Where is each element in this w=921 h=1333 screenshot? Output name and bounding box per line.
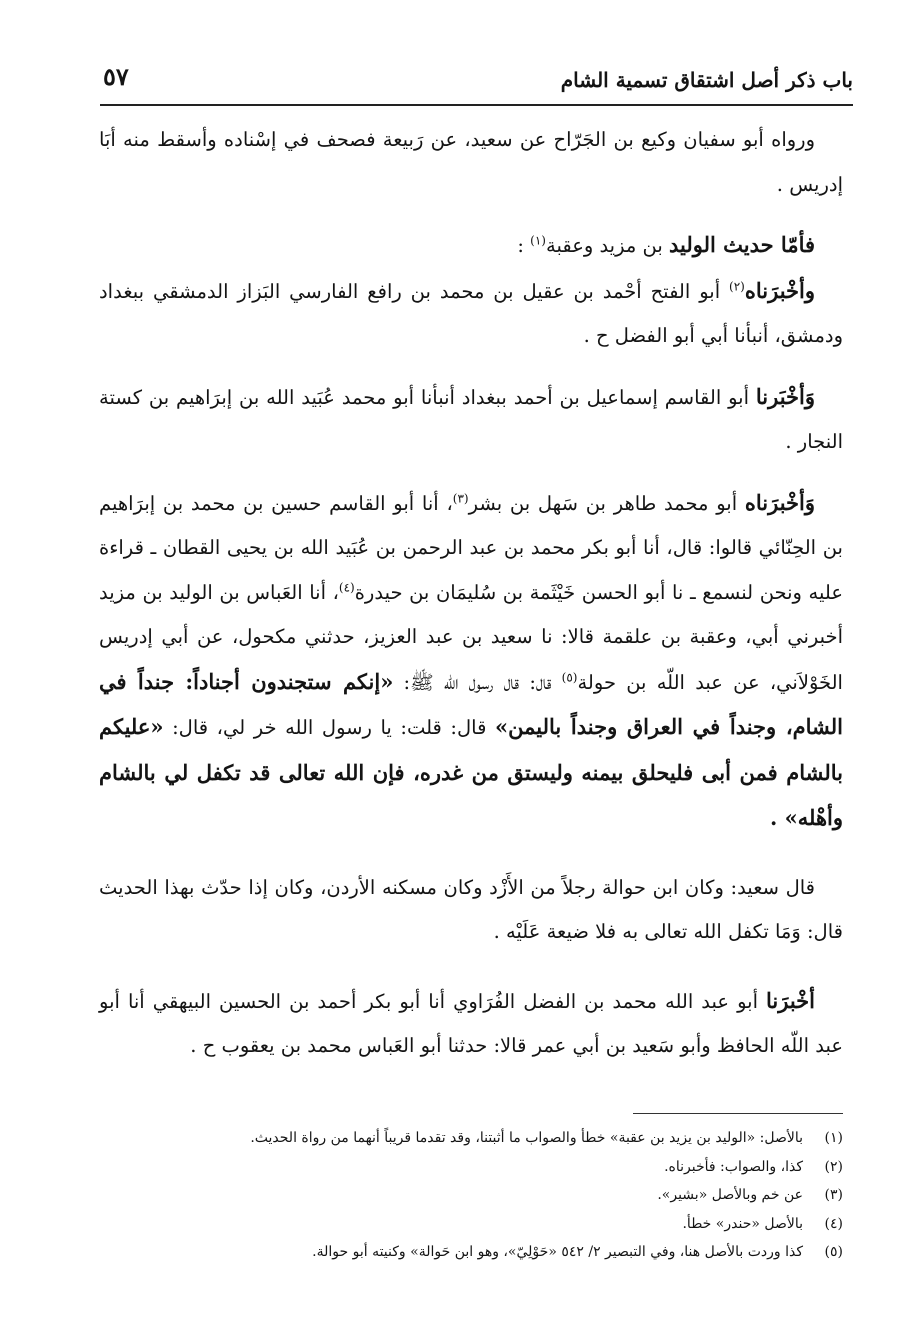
paragraph-5-text-e: قال: قلت: يا رسول الله خر لي، قال: bbox=[163, 716, 495, 739]
paragraph-2 bbox=[99, 223, 843, 269]
footnote-number: (٤) bbox=[824, 1215, 843, 1232]
paragraph-2-end: : bbox=[517, 234, 531, 257]
paragraph-5-text-b: ، أنا أبو القاسم حسين بن محمد بن إبرَاهيم بن الحِنّائي قالوا: قال، أنا أبو بكر محمد بن عبد الرحمن بن عُبَيد الله بن يحيى القطان ـ قراءة عليه ونحن لنسمع ـ نا أبو الحسن خَيْثَمة بن سُليمَان بن حيدرة bbox=[99, 491, 843, 604]
footnote-ref-5: (٥) bbox=[561, 670, 578, 684]
paragraph-5 bbox=[99, 481, 843, 842]
paragraph-5-keyword: وَأخْبرَناه bbox=[744, 489, 816, 515]
running-head bbox=[95, 62, 853, 100]
footnote-text: كذا وردت بالأصل هنا، وفي التبصير ٢/ ٥٤٢ «حَوْلِيّ»، وهو ابن حَوالة» وكنيته أبو حوالة. bbox=[312, 1244, 803, 1260]
footnote-text: بالأصل: «الوليد بن يزيد بن عقبة» خطأ والصواب ما أثبتنا، وقد تقدما قريباً أنهما من رواة الحديث. bbox=[250, 1130, 803, 1146]
footnote-3 bbox=[99, 1181, 843, 1210]
paragraph-4-text: أبو القاسم إسماعيل بن أحمد ببغداد أنبأنا أبو محمد عُبَيد الله بن إبرَاهيم بن كستة النجار . bbox=[99, 385, 843, 453]
paragraph-3 bbox=[99, 269, 843, 359]
paragraph-3-keyword: وأخْبرَناه bbox=[744, 277, 815, 303]
footnotes bbox=[99, 1124, 843, 1267]
footnote-number: (٥) bbox=[824, 1244, 843, 1260]
footnote-ref-3: (٣) bbox=[452, 491, 469, 505]
footnote-number: (٢) bbox=[824, 1158, 843, 1175]
footnote-separator bbox=[633, 1113, 843, 1114]
chapter-title: باب ذكر أصل اشتقاق تسمية الشام bbox=[560, 68, 853, 92]
hadith-quote-2: «عليكم بالشام فمن أبى فليحلق بيمنه وليستق من غدره، فإن الله تعالى قد تكفل لي بالشام وأهْله» . bbox=[99, 714, 843, 830]
paragraph-4-keyword: وَأخْبَرنا bbox=[755, 383, 815, 409]
hadith-quote-1: «إنكم ستجندون أجناداً: جنداً في الشام، وجنداً في العراق وجنداً باليمن» bbox=[99, 668, 843, 739]
footnote-text: عن خم وبالأصل «بشير». bbox=[657, 1187, 803, 1203]
footnote-ref-2: (٢) bbox=[729, 279, 745, 293]
footnote-ref-4: (٤) bbox=[338, 580, 355, 594]
paragraph-5-text-a: أبو محمد طاهر بن سَهل بن بشر bbox=[468, 491, 745, 515]
main-text bbox=[99, 118, 843, 1069]
header-rule bbox=[100, 104, 853, 106]
paragraph-4 bbox=[99, 375, 843, 465]
paragraph-2-text: بن مزيد وعقبة bbox=[545, 234, 669, 257]
paragraph-1: ورواه أبو سفيان وكيع بن الجَرّاح عن سعيد، عن رَبيعة فصحف في إسْناده وأسقط منه أبَا إدريس . bbox=[99, 128, 843, 196]
footnote-text: بالأصل «حندر» خطأ. bbox=[682, 1215, 803, 1232]
footnote-number: (٣) bbox=[824, 1187, 843, 1203]
footnote-5 bbox=[99, 1238, 843, 1267]
footnote-2 bbox=[99, 1153, 843, 1182]
paragraph-7 bbox=[99, 979, 843, 1069]
footnote-text: كذا، والصواب: فأخبرناه. bbox=[664, 1158, 803, 1175]
paragraph-2-keyword: فأمّا حديث الوليد bbox=[668, 232, 815, 257]
footnote-1 bbox=[99, 1124, 843, 1153]
paragraph-6: قال سعيد: وكان ابن حوالة رجلاً من الأَزْد وكان مسكنه الأردن، وكان إذا حدّث بهذا الحديث قال: وَمَا تكفل الله تعالى به فلا ضيعة عَلَيْه . bbox=[99, 875, 843, 943]
footnote-ref-1: (١) bbox=[530, 233, 546, 248]
footnote-number: (١) bbox=[824, 1130, 843, 1146]
footnote-4 bbox=[99, 1210, 843, 1239]
page-number: ٥٧ bbox=[103, 62, 129, 91]
paragraph-5-text-d: قال: قال رسول الله ﷺ: bbox=[393, 670, 562, 694]
paragraph-7-text: أبو عبد الله محمد بن الفضل الفُرَاوي أنا أبو بكر أحمد بن الحسين البيهقي أنا أبو عبد اللّه الحافظ وأبو سَعيد بن أبي عمر قالا: حدثنا أبو العَباس محمد بن يعقوب ح . bbox=[99, 989, 843, 1057]
paragraph-5-text-c: ، أنا العَباس بن الوليد بن مزيد أخبرني أبي، وعقبة بن علقمة قالا: نا سعيد بن عبد العزيز، حدثني مكحول، عن أبي إدريس الخَوْلاَني، عن عبد اللّه بن حولة bbox=[99, 580, 843, 694]
paragraph-3-text: أبو الفتح أحْمد بن عقيل بن محمد بن رافع الفارسي البَزاز الدمشقي ببغداد ودمشق، أنبأنا أبي أبو الفضل ح . bbox=[99, 279, 843, 347]
paragraph-7-keyword: أخْبرَنا bbox=[766, 987, 815, 1013]
